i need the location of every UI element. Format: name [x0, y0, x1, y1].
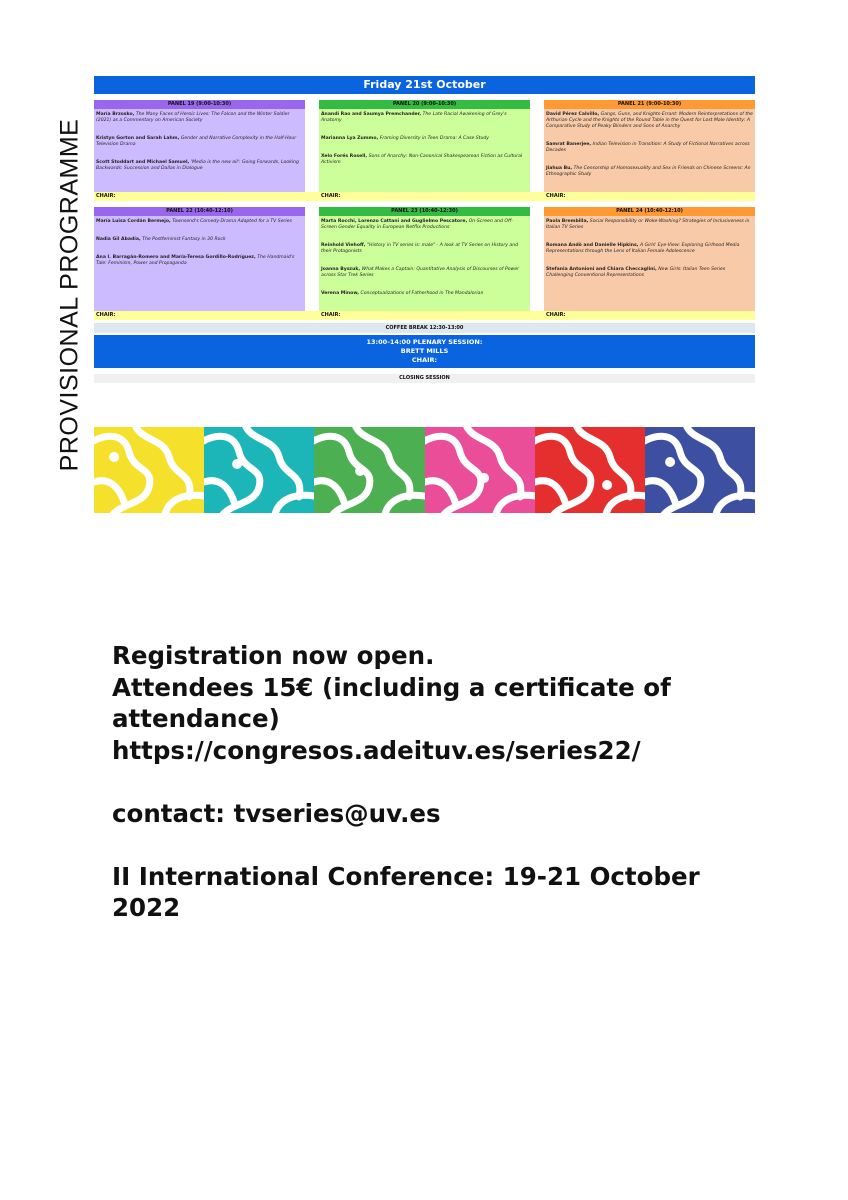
logo-stroke [425, 481, 455, 502]
panel-22 [94, 207, 305, 311]
logo-stroke [605, 495, 645, 513]
logo-dot [602, 480, 612, 490]
panel-body [319, 216, 530, 311]
panel-heading: PANEL 24 (10:40-12:10) [544, 207, 755, 216]
talk-entry [96, 219, 303, 225]
closing-session: CLOSING SESSION [94, 374, 755, 383]
logo-banner [94, 427, 755, 513]
page-title: PROVISIONAL PROGRAMME [55, 118, 84, 472]
talk-title: What Makes a Captain: Quantitative Analysis of Discourses of Power across Star Trek Series [321, 267, 519, 278]
talk-authors: Marta Rocchi, Lorenzo Cattani and Guglielmo Pescatore, [321, 219, 468, 224]
panel-row-2 [94, 207, 755, 311]
talk-entry [321, 219, 528, 231]
logo-stroke [94, 481, 124, 502]
panel-21 [544, 100, 755, 192]
programme-table [94, 76, 755, 383]
logo-dot [232, 459, 242, 469]
banner-tile [425, 427, 535, 513]
panel-body [319, 109, 530, 192]
attendees-line-cont: attendance) [112, 704, 280, 733]
panel-heading: PANEL 23 (10:40-12:30) [319, 207, 530, 216]
talk-entry [321, 267, 528, 279]
logo-pattern-icon [645, 427, 755, 513]
registration-info [112, 640, 700, 924]
talk-authors: María Brzosko, [96, 112, 135, 117]
talk-entry [96, 112, 303, 124]
logo-stroke [134, 427, 190, 497]
talk-title: Sons of Anarchy: Non-Canonical Shakespearean Fiction as Cultural Activism [321, 154, 523, 165]
logo-stroke [204, 481, 234, 502]
talk-authors: Kristyn Gorton and Sarah Lahm, [96, 136, 180, 141]
talk-authors: Ana I. Barragán-Romero and María-Teresa Gordillo-Rodríguez, [96, 255, 256, 260]
panel-body [544, 109, 755, 192]
plenary-session [94, 335, 755, 368]
talk-title: Townsend's Comedy-Drama Adapted for a TV Series [172, 219, 292, 224]
talk-authors: Verena Minow, [321, 291, 360, 296]
talk-title: Framing Diversity in Teen Drama: A Case Study [379, 136, 490, 141]
talk-authors: Anandi Rao and Saumya Premchander, [321, 112, 422, 117]
logo-stroke [685, 427, 741, 497]
logo-stroke [645, 481, 675, 502]
talk-authors: Reinhold Viehoff, [321, 243, 366, 248]
logo-pattern-icon [314, 427, 424, 513]
panel-body [94, 216, 305, 311]
panel-23 [319, 207, 530, 311]
talk-authors: Nadia Gil Abadía, [96, 237, 141, 242]
registration-line: Registration now open. [112, 641, 435, 670]
banner-tile [94, 427, 204, 513]
talk-entry [96, 237, 303, 243]
panel-heading: PANEL 19 (9:00-10:30) [94, 100, 305, 109]
talk-entry [546, 243, 753, 255]
talk-title: Gangs, Guns, and Knights-Errant: Modern Reinterpretations of the Arthurian Cycle and the Knights of the Round Table in the Quest for Lost Male Identity: A Comparative Study of Peaky Blinders and Sons of Anarchy [546, 112, 753, 129]
logo-pattern-icon [204, 427, 314, 513]
talk-title: The Censorship of Homosexuality and Sex in Friends on Chinese Screens: An Ethnographic Study [546, 166, 751, 177]
logo-stroke [465, 427, 521, 497]
talk-entry [546, 166, 753, 178]
logo-stroke [244, 427, 300, 497]
chair-label: CHAIR: [546, 193, 566, 199]
talk-authors: Samrat Banerjee, [546, 142, 592, 147]
talk-title: Social Responsibility or Woke-Washing? Strategies of Inclusiveness in Italian TV Series [546, 219, 750, 230]
plenary-time: 13:00-14:00 PLENARY SESSION: [366, 338, 483, 346]
talk-title: The Postfeminist Fantasy in 30 Rock [142, 237, 226, 242]
talk-entry [321, 154, 528, 166]
logo-stroke [354, 427, 410, 497]
talk-authors: Jiahua Bu, [546, 166, 573, 171]
chair-label: CHAIR: [321, 193, 341, 199]
panel-heading: PANEL 22 (10:40-12:10) [94, 207, 305, 216]
talk-entry [321, 112, 528, 124]
logo-stroke [274, 495, 314, 513]
logo-pattern-icon [425, 427, 535, 513]
talk-entry [546, 219, 753, 231]
logo-dot [479, 473, 489, 483]
logo-stroke [314, 481, 344, 502]
talk-title: Gender and Narrative Complexity in the Half-Hour Television Drama [96, 136, 297, 147]
panel-20 [319, 100, 530, 192]
talk-title: The Handmaid's Tale: Feminism, Power and Propaganda [96, 255, 295, 266]
talk-title: The Many Faces of Heroic Lives: The Falcon and the Winter Soldier (2021) as a Commentary on American Society [96, 112, 290, 123]
talk-entry [321, 243, 528, 255]
talk-title: A Girls' Eye-View: Exploring Girlhood Media Representations through the Lens of Italian Female Adolescence [546, 243, 740, 254]
panel-19 [94, 100, 305, 192]
plenary-chair: CHAIR: [411, 356, 438, 364]
talk-authors: Stefania Antonioni and Chiara Checcaglini, [546, 267, 657, 272]
panel-body [544, 216, 755, 311]
logo-dot [109, 452, 119, 462]
chair-row-1 [94, 192, 755, 201]
talk-title: Conceptualizations of Fatherhood in The Mandalorian [360, 291, 484, 296]
talk-authors: Joanna Byszuk, [321, 267, 361, 272]
banner-tile [314, 427, 424, 513]
panel-heading: PANEL 20 (9:00-10:30) [319, 100, 530, 109]
attendees-line: Attendees 15€ (including a certificate of [112, 672, 671, 702]
chair-label: CHAIR: [96, 193, 116, 199]
talk-title: "History in TV series is: male" - A look at TV Series on History and their Protagonists [321, 243, 519, 254]
panel-24 [544, 207, 755, 311]
talk-authors: Romana Andò and Danielle Hipkins, [546, 243, 639, 248]
talk-title: On-Screen and Off-Screen Gender Equality in European Netflix Productions [321, 219, 513, 230]
talk-authors: Xelo Forés Rosell, [321, 154, 368, 159]
banner-tile [645, 427, 755, 513]
talk-entry [546, 142, 753, 154]
logo-dot [355, 466, 365, 476]
talk-authors: David Pérez Calvillo, [546, 112, 600, 117]
logo-stroke [384, 495, 424, 513]
logo-pattern-icon [94, 427, 204, 513]
chair-row-2 [94, 311, 755, 320]
logo-stroke [495, 495, 535, 513]
chair-label: CHAIR: [96, 312, 116, 318]
talk-authors: Scott Stoddart and Michael Samuel, [96, 160, 190, 165]
contact-email[interactable]: contact: tvseries@uv.es [112, 798, 441, 828]
logo-pattern-icon [535, 427, 645, 513]
conference-dates: II International Conference: 19-21 October [112, 861, 700, 891]
talk-authors: Marianna Lya Zummo, [321, 136, 379, 141]
registration-url[interactable]: https://congresos.adeituv.es/series22/ [112, 735, 641, 765]
panel-heading: PANEL 21 (9:00-10:30) [544, 100, 755, 109]
banner-tile [204, 427, 314, 513]
panel-row-1 [94, 100, 755, 192]
talk-entry [96, 136, 303, 148]
logo-stroke [164, 495, 204, 513]
talk-title: New Girls: Italian Teen Series Challenging Conventional Representations [546, 267, 726, 278]
conference-year: 2022 [112, 893, 181, 922]
talk-entry [321, 136, 528, 142]
panel-body [94, 109, 305, 192]
plenary-speaker: BRETT MILLS [400, 347, 449, 355]
talk-entry [321, 291, 528, 297]
talk-entry [546, 112, 753, 130]
talk-title: The Late Racial Awakening of Grey's Anatomy [321, 112, 507, 123]
chair-label: CHAIR: [546, 312, 566, 318]
logo-stroke [535, 481, 565, 502]
talk-title: Indian Television in Transition: A Study of Fictional Narratives across Decades [546, 142, 750, 153]
talk-entry [96, 160, 303, 172]
talk-title: 'Media is the new oil': Going Forwards, Looking Backwards: Succession and Dallas in Dialogue [96, 160, 299, 171]
coffee-break: COFFEE BREAK 12:30-13:00 [94, 323, 755, 333]
logo-stroke [715, 495, 755, 513]
banner-tile [535, 427, 645, 513]
logo-dot [665, 457, 675, 467]
talk-entry [546, 267, 753, 279]
talk-authors: María Luisa Cordán Bermejo, [96, 219, 171, 224]
day-header: Friday 21st October [94, 76, 755, 94]
talk-entry [96, 255, 303, 267]
talk-authors: Paola Brembilla, [546, 219, 589, 224]
chair-label: CHAIR: [321, 312, 341, 318]
